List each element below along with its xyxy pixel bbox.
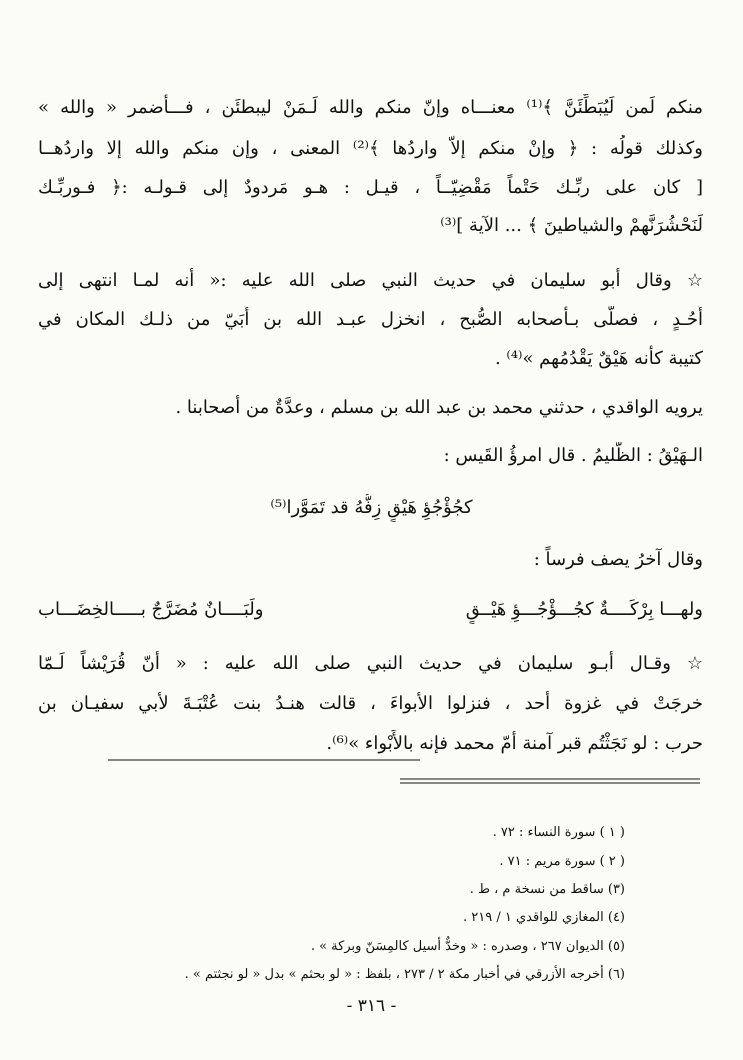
text-line-2: وكذلك قولُه : ﴿ وإنْ منكم إلاّ واردُها ﴾⁽²⁾ المعنى ، وإن منكم والله إلا واردُهــا xyxy=(38,138,703,159)
text-line-6: أُحُـدٍ ، فصلّى بـأصحابه الصُّبح ، انخزل عبـد الله بن أُبَيّ من ذلـك المكان في xyxy=(38,309,703,330)
verse-hemistich-left: ولَبَــــانٌ مُضَرَّجٌ بـــــالخِضَـــاب xyxy=(38,599,264,620)
poem-line: كجُؤْجُؤِ هَيْقٍ زِفُّهُ قد تَمَوَّرا⁽⁵⁾ xyxy=(270,497,473,518)
text-line-10: وقال آخرُ يصف فرساً : xyxy=(533,549,703,570)
text-line-11: ☆ وقـال أبـو سليمان في حديث النبي صلى الله عليه : « أنّ قُرَيْشاً لَـمّا xyxy=(38,653,703,674)
footnote-6: (٦) أخرجه الأزرقي في أخبار مكة ٢ / ٢٧٣ ، بلفظ : « لو بحثم » بدل « لو نجثتم » . xyxy=(184,967,625,982)
footnote-2: ( ٢ ) سورة مريم : ٧١ . xyxy=(499,854,625,869)
text-line-7: كتيبة كأنه هَيْقٌ يَقْدُمُهم »⁽⁴⁾ . xyxy=(494,348,703,369)
footnote-4: (٤) المغازي للواقدي ١ / ٢١٩ . xyxy=(463,910,625,925)
footnote-1: ( ١ ) سورة النساء : ٧٢ . xyxy=(492,825,625,840)
footnote-5: (٥) الديوان ٢٦٧ ، وصدره : « وخدٌّ أسيل كالمِسَنّ وبركة » . xyxy=(310,939,625,954)
text-line-9: الـهَيْقُ : الظَّليمُ . قال امرؤُ القَيس : xyxy=(443,445,703,466)
text-line-5: ☆ وقال أبو سليمان في حديث النبي صلى الله عليه :« أنه لمـا انتهى إلى xyxy=(38,270,703,291)
text-line-3: [ كان على ربِّـك حَتْماً مَقْضِيّــاً ، قيـل : هـو مَردودٌ إلى قـولـه :﴿ فـوربِّـك xyxy=(38,177,703,198)
page-number: - ٣١٦ - xyxy=(346,996,397,1016)
text-line-1: منكم لَمن لَيُبَطِّئَنَّ ﴾⁽¹⁾ معنـــاه وإنّ منكم والله لَـمَنْ ليبطئَن ، فـــأضمر « والله » xyxy=(38,97,703,118)
text-line-13: حرب : لو نَجَثْتُم قبر آمنة أمّ محمد فإنه بالأَبْواء »⁽⁶⁾. xyxy=(326,733,703,754)
text-line-8: يرويه الواقدي ، حدثني محمد بن عبد الله بن مسلم ، وعدَّةٌ من أصحابنا . xyxy=(175,397,703,418)
verse-hemistich-right: ولهـــا بِرْكَــــةٌ كجُـــؤْجُـــؤِ هَيْــقٍ xyxy=(465,599,703,620)
text-line-4: لَنَحْشُرَنَّهمْ والشياطينَ ﴾ ... الآية ]⁽³⁾ xyxy=(440,215,703,236)
footnote-3: (٣) ساقط من نسخة م ، ط . xyxy=(469,882,625,897)
text-line-12: خرجَتْ في غزوة أحد ، فنزلوا الأبواءَ ، قالت هنـدُ بنت عُتْبَـةَ لأبي سفيـان بن xyxy=(38,693,703,714)
